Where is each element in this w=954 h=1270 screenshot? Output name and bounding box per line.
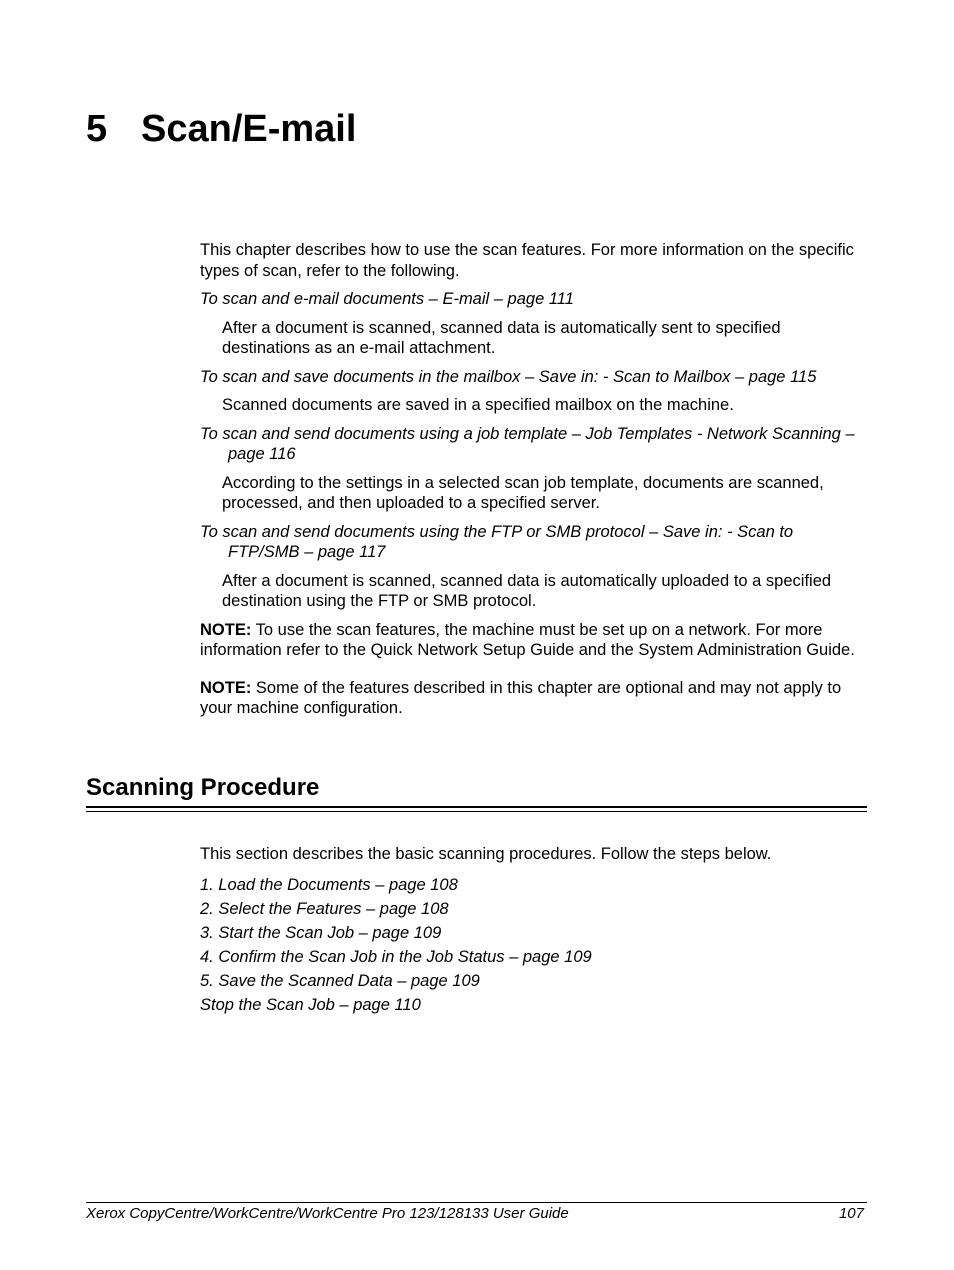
cross-reference-link[interactable]: To scan and send documents using a job template – Job Templates - Network Scanning – page 116 — [200, 424, 855, 463]
procedure-block — [200, 844, 866, 1017]
procedure-step-link[interactable]: 1. Load the Documents – page 108 — [200, 875, 458, 894]
section-heading: Scanning Procedure — [86, 774, 320, 801]
footer-page-number: 107 — [838, 1205, 864, 1222]
cross-reference-description: After a document is scanned, scanned data is automatically uploaded to a specified destination using the FTP or SMB protocol. — [222, 571, 832, 610]
note-text: To use the scan features, the machine must be set up on a network. For more information refer to the Quick Network Setup Guide and the System Administration Guide. — [200, 620, 855, 659]
cross-reference-link[interactable]: To scan and send documents using the FTP or SMB protocol – Save in: - Scan to FTP/SMB – page 117 — [200, 522, 794, 561]
procedure-step-link[interactable]: Stop the Scan Job – page 110 — [200, 995, 421, 1014]
note-label: NOTE: — [200, 620, 252, 639]
section-rule-thick — [86, 806, 867, 808]
cross-reference-description: After a document is scanned, scanned data is automatically sent to specified destinations as an e-mail attachment. — [222, 318, 781, 357]
note-text: Some of the features described in this chapter are optional and may not apply to your machine configuration. — [200, 678, 842, 717]
cross-reference-link[interactable]: To scan and save documents in the mailbox – Save in: - Scan to Mailbox – page 115 — [200, 367, 817, 386]
chapter-title — [86, 104, 356, 154]
footer-rule — [86, 1202, 867, 1203]
chapter-intro — [200, 240, 866, 736]
intro-paragraph: This chapter describes how to use the scan features. For more information on the specific types of scan, refer to the following. — [200, 241, 854, 280]
procedure-step-link[interactable]: 2. Select the Features – page 108 — [200, 899, 449, 918]
cross-reference-description: Scanned documents are saved in a specified mailbox on the machine. — [222, 396, 734, 414]
cross-reference-description: According to the settings in a selected scan job template, documents are scanned, processed, and then uploaded to a specified server. — [222, 473, 824, 512]
footer-guide-title: Xerox CopyCentre/WorkCentre/WorkCentre Pro 123/128133 User Guide — [86, 1205, 569, 1222]
note — [200, 620, 866, 661]
procedure-step-link[interactable]: 5. Save the Scanned Data – page 109 — [200, 971, 480, 990]
cross-reference-link[interactable]: To scan and e-mail documents – E-mail – page 111 — [200, 290, 574, 308]
note-label: NOTE: — [200, 678, 252, 697]
chapter-title-text: Scan/E-mail — [141, 108, 357, 150]
procedure-step-link[interactable]: 3. Start the Scan Job – page 109 — [200, 923, 442, 942]
section-intro: This section describes the basic scanning procedures. Follow the steps below. — [200, 845, 772, 863]
chapter-number: 5 — [86, 108, 108, 150]
note — [200, 678, 866, 719]
procedure-step-link[interactable]: 4. Confirm the Scan Job in the Job Status – page 109 — [200, 947, 592, 966]
section-rule-thin — [86, 811, 867, 812]
procedure-step-list — [200, 873, 866, 1017]
